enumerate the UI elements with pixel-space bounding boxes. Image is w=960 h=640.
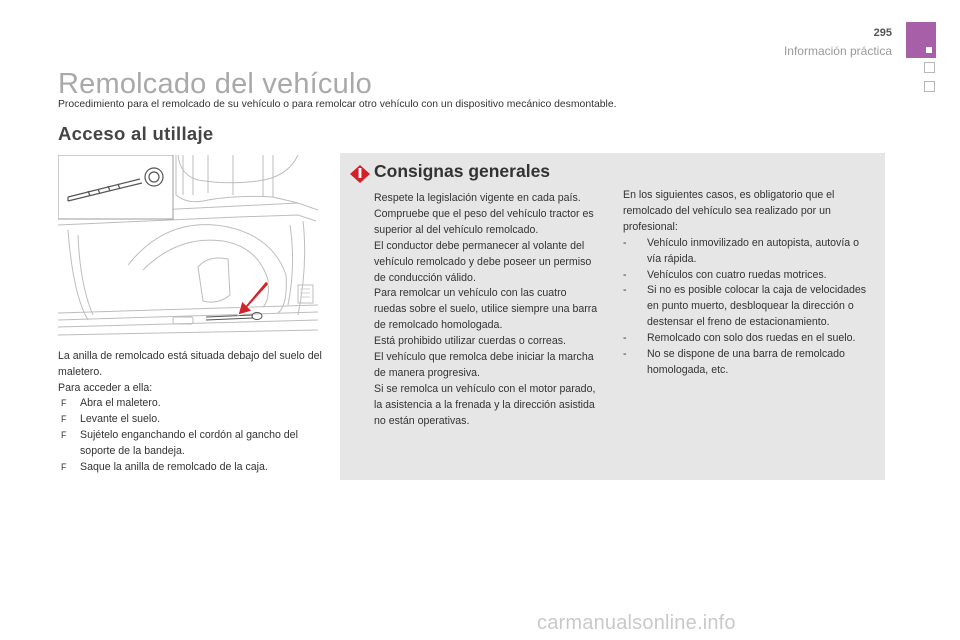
rule-paragraph: Para remolcar un vehículo con las cuatro ruedas sobre el suelo, utilice siempre una barra de remolcado homologada. — [374, 287, 598, 332]
list-item: - Vehículos con cuatro ruedas motrices. — [623, 268, 827, 281]
general-rules — [374, 191, 600, 430]
list-item: - Vehículo inmovilizado en autopista, autovía o vía rápida. — [623, 236, 860, 265]
page-number: 295 — [873, 27, 892, 39]
cases-list — [623, 236, 873, 379]
bullet-icon: F — [61, 461, 67, 472]
lead-text: Para acceder a ella: — [58, 381, 153, 394]
list-item: F Levante el suelo. — [58, 412, 328, 428]
access-instructions — [58, 349, 328, 475]
page-title: Remolcado del vehículo — [58, 68, 372, 100]
chapter-tab-empty — [924, 62, 935, 73]
list-item: F Sujételo enganchando el cordón al gancho del soporte de la bandeja. — [61, 428, 298, 457]
section-heading: Acceso al utillaje — [58, 123, 214, 144]
tab-marker-icon — [926, 47, 932, 53]
watermark: carmanualsonline.info — [537, 612, 736, 634]
intro-text: La anilla de remolcado está situada debajo del suelo del maletero. — [58, 350, 322, 378]
bullet-icon: F — [61, 429, 67, 440]
trunk-illustration — [58, 155, 318, 340]
section-label: Información práctica — [783, 44, 892, 58]
list-item: - No se dispone de una barra de remolcado homologada, etc. — [623, 348, 845, 376]
steps-list — [58, 396, 328, 475]
rule-paragraph: El conductor debe permanecer al volante del vehículo remolcado y debe poseer un permiso de conducción válido. — [374, 239, 592, 284]
rule-paragraph: Si se remolca un vehículo con el motor parado, la asistencia a la frenada y la dirección asistida no están operativas. — [374, 382, 596, 427]
rule-paragraph: El vehículo que remolca debe iniciar la marcha de manera progresiva. — [374, 351, 594, 379]
warning-icon — [349, 164, 371, 184]
list-item: - Si no es posible colocar la caja de velocidades en punto muerto, desbloquear la dirección o destensar el freno de estacionamiento. — [623, 284, 867, 329]
cases-intro: En los siguientes casos, es obligatorio que el remolcado del vehículo sea realizado por un profesional: — [623, 189, 835, 233]
page-subtitle: Procedimiento para el remolcado de su vehículo o para remolcar otro vehículo con un dispositivo mecánico desmontable. — [58, 99, 617, 110]
rule-paragraph: Respete la legislación vigente en cada país. — [374, 192, 581, 204]
professional-cases — [623, 188, 873, 379]
rule-paragraph: Compruebe que el peso del vehículo tractor es superior al del vehículo remolcado. — [374, 207, 594, 236]
list-item: - Remolcado con solo dos ruedas en el suelo. — [623, 332, 856, 345]
chapter-tab-active — [906, 22, 936, 58]
bullet-icon: F — [61, 414, 67, 425]
rule-paragraph: Está prohibido utilizar cuerdas o correas. — [374, 335, 566, 348]
list-item: F Saque la anilla de remolcado de la caja. — [58, 460, 328, 476]
bullet-icon: F — [61, 398, 67, 409]
box-title: Consignas generales — [374, 161, 551, 181]
list-item: F Abra el maletero. — [58, 396, 328, 412]
chapter-tab-empty — [924, 81, 935, 92]
